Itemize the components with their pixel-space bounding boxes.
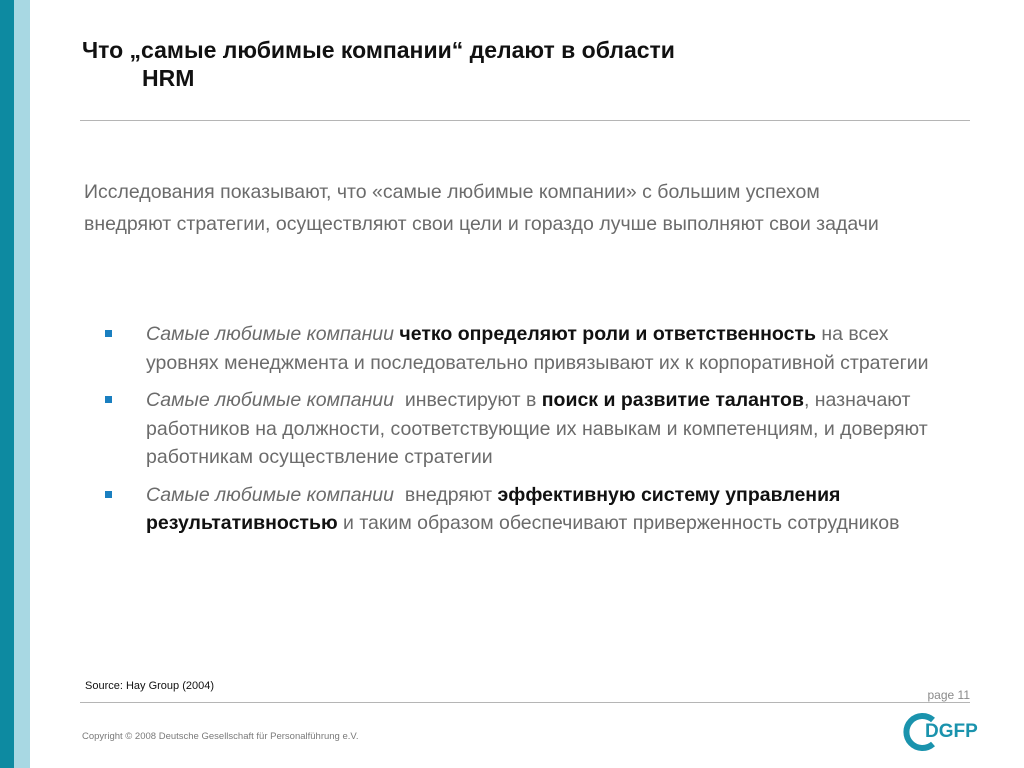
- bullet-highlight: поиск и развитие талантов: [541, 389, 804, 411]
- dgfp-logo: [903, 712, 978, 752]
- bottom-divider: [80, 702, 970, 703]
- slide-title-line2: HRM: [142, 65, 195, 91]
- square-bullet-icon: [105, 330, 112, 337]
- bullet-pre: инвестируют в: [394, 389, 542, 411]
- page-number: page 11: [927, 688, 970, 702]
- slide-title-line1: Что „самые любимые компании“ делают в области: [82, 37, 675, 63]
- sidebar-stripe-dark: [0, 0, 14, 768]
- source-note: Source: Hay Group (2004): [85, 680, 215, 692]
- bullet-highlight: эффективную систему управления результативностью: [146, 483, 841, 534]
- square-bullet-icon: [105, 491, 112, 498]
- slide-title: [82, 36, 842, 92]
- bullet-item-1: [100, 320, 940, 377]
- copyright-text: Copyright © 2008 Deutsche Gesellschaft für Personalführung e.V.: [82, 731, 359, 742]
- bullet-rest: , назначают работников на должности, соответствующие их навыкам и компетенциям, и доверяют работникам осуществление стратегии: [146, 389, 928, 468]
- bullet-lead: Самые любимые компании: [146, 483, 394, 506]
- intro-paragraph: Исследования показывают, что «самые любимые компании» с большим успехом внедряют стратегии, осуществляют свои цели и гораздо лучше выполняют свои задачи: [84, 181, 879, 235]
- bullet-highlight: четко определяют роли и ответственность: [399, 323, 816, 345]
- square-bullet-icon: [105, 396, 112, 403]
- sidebar-stripe-light: [14, 0, 30, 768]
- bullet-pre: внедряют: [394, 483, 498, 506]
- dgfp-logo-text: DGFP: [925, 721, 978, 742]
- bullet-rest: на всех уровнях менеджмента и последовательно привязывают их к корпоративной стратегии: [146, 323, 929, 374]
- bullet-rest: и таким образом обеспечивают приверженность сотрудников: [337, 512, 900, 534]
- bullet-lead: Самые любимые компании: [146, 389, 394, 411]
- bullet-item-3: [100, 481, 940, 538]
- bullet-lead: Самые любимые компании: [146, 323, 394, 345]
- bullet-list: [100, 320, 940, 547]
- top-divider: [80, 120, 970, 121]
- bullet-item-2: [100, 386, 940, 472]
